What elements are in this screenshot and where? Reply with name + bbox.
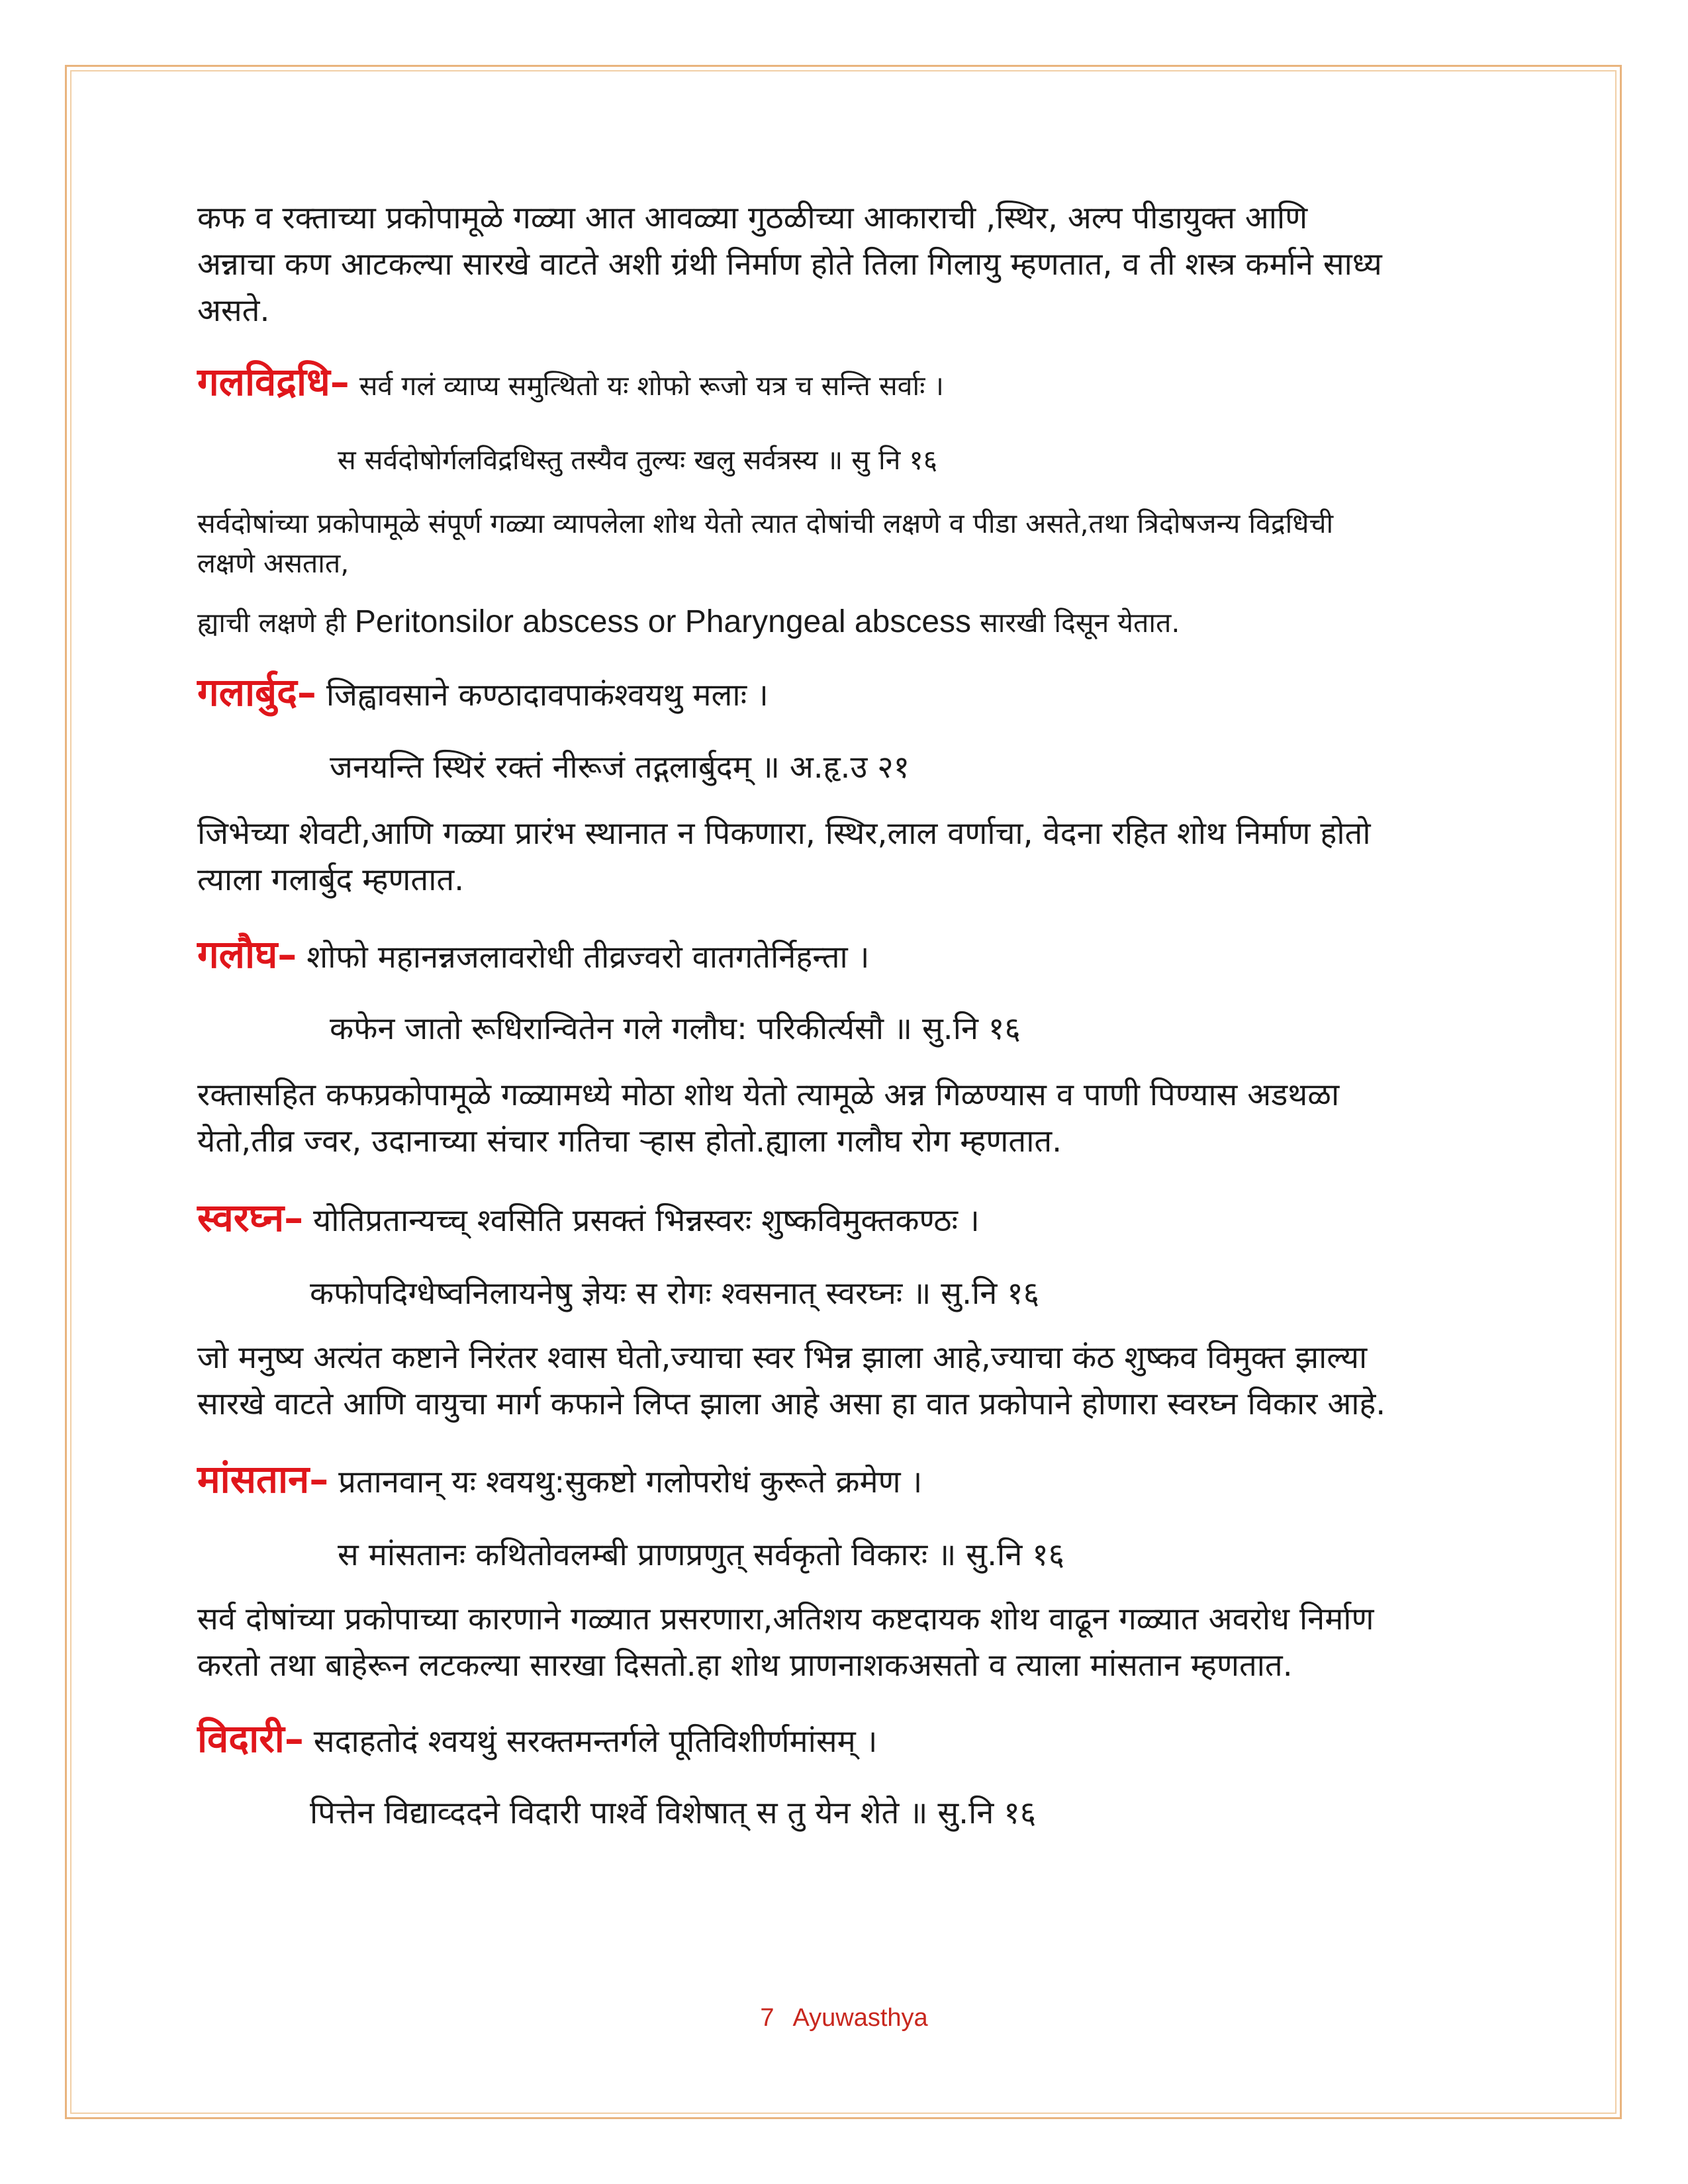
intro-line-3: असते. xyxy=(197,293,270,329)
mansatana-verse-2: स मांसतानः कथितोवलम्बी प्राणप्रणुत् सर्वकृतो विकारः ॥ सु.नि १६ xyxy=(338,1537,1065,1573)
galaugha-desc-line-2: येतो,तीव्र ज्वर, उदानाच्या संचार गतिचा ऱ्हास होतो.ह्याला गलौघ रोग म्हणतात. xyxy=(197,1123,1062,1160)
page-footer xyxy=(0,2004,1688,2032)
galavidradhi-desc-line-2: लक्षणे असतात, xyxy=(197,547,350,579)
galarbuda-dash: – xyxy=(297,670,316,715)
swaraghna-term: स्वरघ्न xyxy=(197,1195,285,1240)
galarbuda-verse-1: जिह्वावसाने कण्ठादावपाकंश्वयथु मलाः । xyxy=(326,677,769,713)
swaraghna-dash: – xyxy=(284,1195,304,1240)
galavidradhi-heading xyxy=(197,359,1495,408)
intro-line-2: अन्नाचा कण आटकल्या सारखे वाटते अशी ग्रंथी निर्माण होते तिला गिलायु म्हणतात, व ती शस्त्र कर्माने साध्य xyxy=(197,246,1382,283)
swaraghna-heading xyxy=(197,1195,1495,1244)
galavidradhi-term: गलविद्रधि xyxy=(197,359,330,404)
swaraghna-desc-line-2: सारखे वाटते आणि वायुचा मार्ग कफाने लिप्त झाला आहे असा हा वात प्रकोपाने होणारा स्वरघ्न विकार आहे. xyxy=(197,1386,1386,1422)
intro-paragraph xyxy=(197,195,1495,334)
vidari-heading xyxy=(197,1715,1495,1765)
galavidradhi-note-latin: Peritonsilor abscess or Pharyngeal abscess xyxy=(354,604,972,639)
intro-line-1: कफ व रक्ताच्या प्रकोपामूळे गळ्या आत आवळ्या गुठळीच्या आकाराची ,स्थिर, अल्प पीडायुक्त आणि xyxy=(197,200,1308,236)
mansatana-term: मांसतान xyxy=(197,1457,310,1502)
galaugha-description xyxy=(197,1072,1495,1165)
galarbuda-desc-line-1: जिभेच्या शेवटी,आणि गळ्या प्रारंभ स्थानात न पिकणारा, स्थिर,लाल वर्णाचा, वेदना रहित शोथ निर्माण होतो xyxy=(197,815,1371,852)
galarbuda-heading xyxy=(197,669,1495,719)
galavidradhi-description xyxy=(197,504,1495,583)
galavidradhi-desc-line-1: सर्वदोषांच्या प्रकोपामूळे संपूर्ण गळ्या व्यापलेला शोथ येतो त्यात दोषांची लक्षणे व पीडा असते,तथा त्रिदोषजन्य विद्रधिची xyxy=(197,508,1334,539)
galavidradhi-note-post: सारखी दिसून येतात. xyxy=(980,607,1180,639)
mansatana-desc-line-1: सर्व दोषांच्या प्रकोपाच्या कारणाने गळ्यात प्रसरणारा,अतिशय कष्टदायक शोथ वाढून गळ्यात अवरोध निर्माण xyxy=(197,1601,1374,1637)
galaugha-term: गलौघ xyxy=(197,932,278,977)
footer-title: Ayuwasthya xyxy=(792,2004,928,2032)
mansatana-verse-1: प्रतानवान् यः श्वयथु:सुकष्टो गलोपरोधं कुरूते क्रमेण । xyxy=(338,1464,923,1500)
mansatana-heading xyxy=(197,1456,1495,1506)
swaraghna-description xyxy=(197,1335,1495,1428)
swaraghna-verse-1: योतिप्रतान्यच्च् श्वसिति प्रसक्तं भिन्नस्वरः शुष्कविमुक्तकण्ठः । xyxy=(313,1203,980,1239)
mansatana-dash: – xyxy=(309,1457,329,1502)
vidari-verse-2: पित्तेन विद्याव्ददने विदारी पार्श्वे विशेषात् स तु येन शेते ॥ सु.नि १६ xyxy=(310,1795,1037,1831)
page-number: 7 xyxy=(760,2004,774,2032)
vidari-term: विदारी xyxy=(197,1716,285,1761)
vidari-verse-1: सदाहतोदं श्वयथुं सरक्तमन्तर्गले पूतिविशीर्णमांसम् । xyxy=(313,1723,878,1760)
galaugha-verse-2: कफेन जातो रूधिरान्वितेन गले गलौघ: परिकीर्त्यसौ ॥ सु.नि १६ xyxy=(330,1011,1021,1047)
mansatana-description xyxy=(197,1596,1495,1689)
galaugha-verse-1: शोफो महानन्नजलावरोधी तीव्रज्वरो वातगतेर्निहन्ता । xyxy=(306,939,870,976)
vidari-dash: – xyxy=(284,1716,304,1761)
galaugha-dash: – xyxy=(277,932,297,977)
galaugha-desc-line-1: रक्तासहित कफप्रकोपामूळे गळ्यामध्ये मोठा शोथ येतो त्यामूळे अन्न गिळण्यास व पाणी पिण्यास अडथळा xyxy=(197,1077,1340,1113)
galavidradhi-verse-1: सर्व गलं व्याप्य समुत्थितो यः शोफो रूजो यत्र च सन्ति सर्वाः । xyxy=(359,370,944,402)
galarbuda-desc-line-2: त्याला गलार्बुद म्हणतात. xyxy=(197,862,465,898)
galaugha-heading xyxy=(197,931,1495,981)
mansatana-desc-line-2: करतो तथा बाहेरून लटकल्या सारखा दिसतो.हा शोथ प्राणनाशकअसतो व त्याला मांसतान म्हणतात. xyxy=(197,1647,1293,1684)
galarbuda-verse-2: जनयन्ति स्थिरं रक्तं नीरूजं तद्गलार्बुदम् ॥ अ.हृ.उ २१ xyxy=(330,749,910,786)
galarbuda-term: गलार्बुद xyxy=(197,670,297,715)
galarbuda-description xyxy=(197,811,1495,903)
swaraghna-desc-line-1: जो मनुष्य अत्यंत कष्टाने निरंतर श्वास घेतो,ज्याचा स्वर भिन्न झाला आहे,ज्याचा कंठ शुष्कव विमुक्त झाल्या xyxy=(197,1340,1368,1376)
galavidradhi-verse-2: स सर्वदोषोर्गलविद्रधिस्तु तस्यैव तुल्यः खलु सर्वत्रस्य ॥ सु नि १६ xyxy=(338,444,938,476)
swaraghna-verse-2: कफोपदिग्धेष्वनिलायनेषु ज्ञेयः स रोगः श्वसनात् स्वरघ्नः ॥ सु.नि १६ xyxy=(310,1275,1040,1312)
galavidradhi-dash: – xyxy=(330,359,350,404)
galavidradhi-note xyxy=(197,602,1495,643)
galavidradhi-note-pre: ह्याची लक्षणे ही xyxy=(197,607,346,639)
